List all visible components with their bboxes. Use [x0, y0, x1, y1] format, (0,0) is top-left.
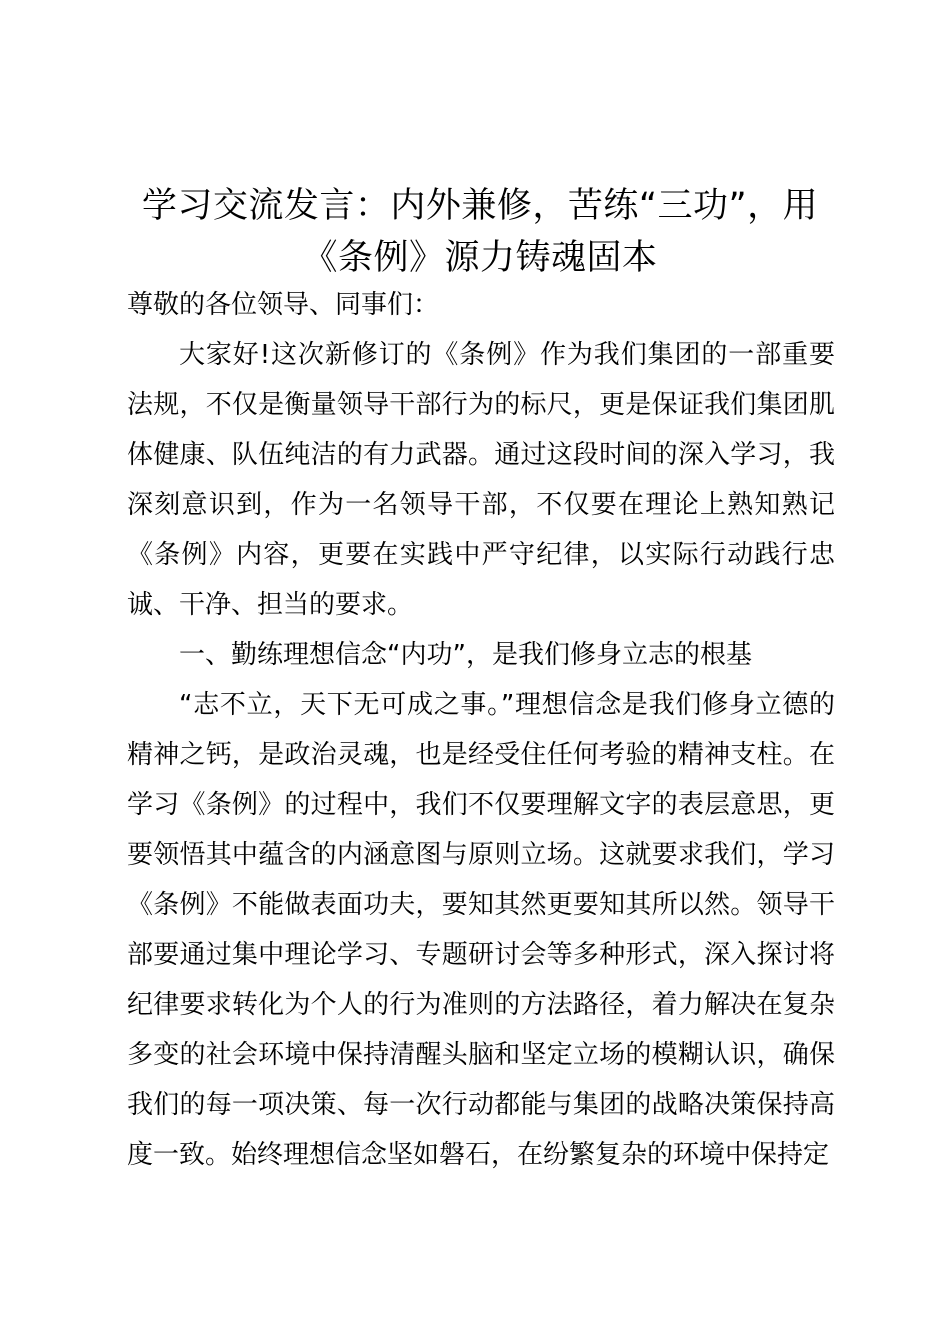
intro-paragraph: 大家好!这次新修订的《条例》作为我们集团的一部重要法规，不仅是衡量领导干部行为的标尺，更是保证我们集团肌体健康、队伍纯洁的有力武器。通过这段时间的深入学习，我深刻意识到，作为一名领导干部，不仅要在理论上熟知熟记《条例》内容，更要在实践中严守纪律，以实际行动践行忠诚、干净、担当的要求。: [127, 340, 835, 620]
salutation: 尊敬的各位领导、同事们：: [127, 290, 440, 320]
section-paragraph: “志不立，天下无可成之事。”理想信念是我们修身立德的精神之钙，是政治灵魂，也是经受住任何考验的精神支柱。在学习《条例》的过程中，我们不仅要理解文字的表层意思，更要领悟其中蕴含的内涵意图与原则立场。这就要求我们，学习《条例》不能做表面功夫，要知其然更要知其所以然。领导干部要通过集中理论学习、专题研讨会等多种形式，深入探讨将纪律要求转化为个人的行为准则的方法路径，着力解决在复杂多变的社会环境中保持清醒头脑和坚定立场的模糊认识，确保我们的每一项决策、每一次行动都能与集团的战略决策保持高度一致。始终理想信念坚如磐石，在纷繁复杂的环境中保持定: [127, 690, 835, 1170]
title-line-2: 《条例》源力铸魂固本: [302, 238, 658, 278]
document-title: [100, 180, 860, 284]
title-line-1: 学习交流发言：内外兼修，苦练“三功”，用: [141, 186, 819, 226]
section-heading: 一、勤练理想信念“内功”，是我们修身立志的根基: [179, 640, 752, 670]
document-body: [127, 280, 835, 1180]
